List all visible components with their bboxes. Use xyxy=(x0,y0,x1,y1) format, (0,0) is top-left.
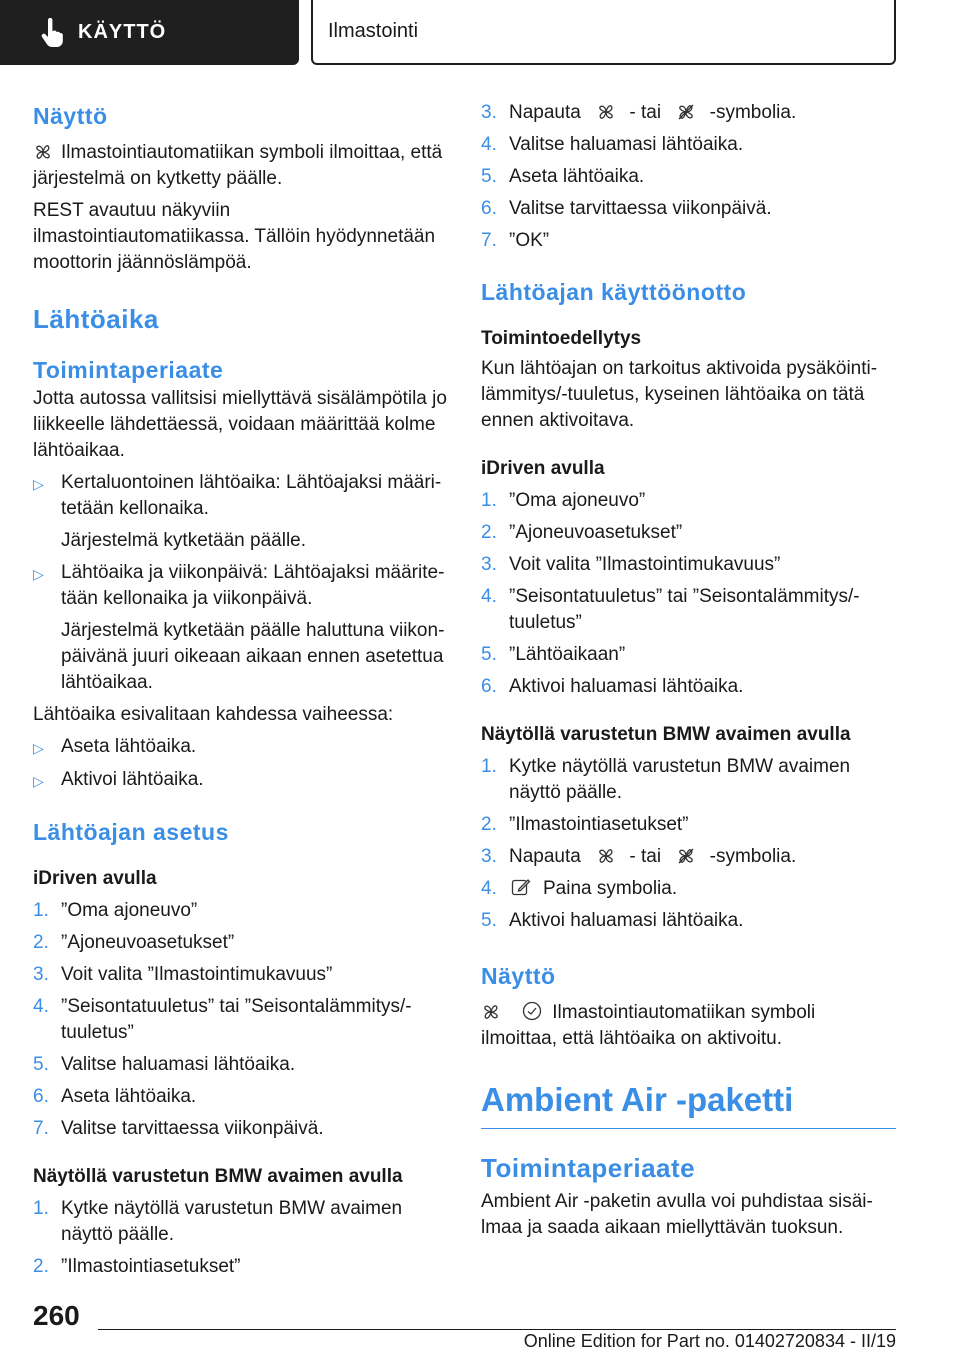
list-item: 3. Napauta - tai -symbolia. xyxy=(481,846,797,867)
fan-icon xyxy=(596,847,616,865)
list-subtext: Järjestelmä kytketään päälle. xyxy=(61,530,307,551)
ambient-toimintaperiaate-heading: Toimintaperiaate xyxy=(481,1153,696,1183)
kayttoonotto-heading: Lähtöajan käyttöönotto xyxy=(481,279,747,305)
list-item: 5. Aseta lähtöaika. xyxy=(481,166,645,187)
list-item: ▷ Lähtöaika ja viikonpäivä: Lähtöajaksi määritetään kellonaika ja viikonpäivä. xyxy=(33,560,448,612)
triangle-bullet-icon: ▷ xyxy=(33,476,44,492)
list-item: 2. ”Ajoneuvoasetukset” xyxy=(33,932,235,953)
list-item: 1. ”Oma ajoneuvo” xyxy=(33,900,198,921)
clock-check-icon xyxy=(522,1001,542,1021)
idrive-heading: iDriven avulla xyxy=(33,868,157,889)
list-item: 4. ”Seisontatuuletus” tai ”Seisontalämmitys/tuuletus” xyxy=(33,996,412,1043)
fan-icon xyxy=(481,1003,501,1021)
triangle-bullet-icon: ▷ xyxy=(33,740,44,756)
idrive-steps xyxy=(33,898,448,1142)
list-item: 2. ”Ajoneuvoasetukset” xyxy=(481,522,683,543)
fan-icon xyxy=(596,103,616,121)
lahtoaika-heading: Lähtöaika xyxy=(33,304,159,334)
page-number: 260 xyxy=(33,1300,80,1331)
list-item: 3. Voit valita ”Ilmastointimukavuus” xyxy=(481,554,781,575)
edit-icon xyxy=(511,877,531,897)
triangle-bullet-icon: ▷ xyxy=(33,773,44,789)
continued-steps xyxy=(481,100,896,254)
fan-icon xyxy=(33,143,53,161)
footer-divider xyxy=(98,1329,896,1330)
departure-type-list xyxy=(33,470,448,522)
list-item: 2. ”Ilmastointiasetukset” xyxy=(481,814,689,835)
fan-slash-icon xyxy=(676,103,696,121)
triangle-bullet-icon: ▷ xyxy=(33,566,44,582)
section-header xyxy=(311,0,896,65)
esivalitaan-paragraph: Lähtöaika esivalitaan kahdessa vaiheessa: xyxy=(33,704,394,725)
section-title: Ilmastointi xyxy=(328,20,419,42)
naytto-paragraph: Ilmastointiautomatiikan symboli ilmoittaa, että järjestelmä on kytketty päälle. xyxy=(33,142,443,189)
key-heading: Näytöllä varustetun BMW avaimen avulla xyxy=(33,1166,403,1187)
list-item: 4. ”Seisontatuuletus” tai ”Seisontalämmitys/tuuletus” xyxy=(481,586,860,633)
chapter-tab xyxy=(0,0,299,65)
edition-text: Online Edition for Part no. 01402720834 - II/19 xyxy=(523,1331,896,1351)
toimintaperiaate-paragraph: Jotta autossa vallitsisi miellyttävä sisälämpötila jo liikkeelle lähdettäessä, voidaan määrittää kolme lähtöaikaa. xyxy=(33,388,447,461)
list-item: 1. Kytke näytöllä varustetun BMW avaimen näyttö päälle. xyxy=(481,756,851,803)
list-item: 7. Valitse tarvittaessa viikonpäivä. xyxy=(33,1118,324,1139)
list-item: 6. Aseta lähtöaika. xyxy=(33,1086,197,1107)
list-item: 5. Aktivoi haluamasi lähtöaika. xyxy=(481,910,744,931)
list-item: 4. Paina symbolia. xyxy=(481,878,678,899)
key-steps xyxy=(33,1196,448,1280)
key-steps xyxy=(481,754,896,934)
naytto-heading: Näyttö xyxy=(33,103,108,129)
list-item: 3. Napauta - tai -symbolia. xyxy=(481,102,797,123)
idrive-steps xyxy=(481,488,896,700)
edellytys-paragraph: Kun lähtöajan on tarkoitus aktivoida pysäköintilämmitys/-tuuletus, kyseinen lähtöaika on tätä ennen aktivoitava. xyxy=(481,358,878,431)
right-column xyxy=(481,100,896,1241)
rest-paragraph: REST avautuu näkyviin ilmastointiautomatiikassa. Tällöin hyödynnetään moottorin jäännöslämpöä. xyxy=(33,200,436,273)
list-item: 5. ”Lähtöaikaan” xyxy=(481,644,626,665)
list-item: ▷ Kertaluontoinen lähtöaika: Lähtöajaksi määritetään kellonaika. xyxy=(33,470,448,522)
key-heading: Näytöllä varustetun BMW avaimen avulla xyxy=(481,724,851,745)
list-item: 1. ”Oma ajoneuvo” xyxy=(481,490,646,511)
chapter-title: KÄYTTÖ xyxy=(78,21,167,43)
list-item: 2. ”Ilmastointiasetukset” xyxy=(33,1256,241,1277)
edellytys-heading: Toimintoedellytys xyxy=(481,328,642,349)
list-item: 5. Valitse haluamasi lähtöaika. xyxy=(33,1054,296,1075)
fan-slash-icon xyxy=(676,847,696,865)
toimintaperiaate-heading: Toimintaperiaate xyxy=(33,357,224,383)
list-item: 3. Voit valita ”Ilmastointimukavuus” xyxy=(33,964,333,985)
hand-pointer-icon xyxy=(40,18,64,48)
list-item: 1. Kytke näytöllä varustetun BMW avaimen näyttö päälle. xyxy=(33,1198,403,1245)
ambient-heading: Ambient Air -paketti xyxy=(481,1078,896,1129)
list-item: 4. Valitse haluamasi lähtöaika. xyxy=(481,134,744,155)
list-item: ▷ Aktivoi lähtöaika. xyxy=(33,767,448,794)
naytto-heading: Näyttö xyxy=(481,963,556,989)
list-item: 6. Valitse tarvittaessa viikonpäivä. xyxy=(481,198,772,219)
left-column xyxy=(33,100,448,1280)
list-item: 7. ”OK” xyxy=(481,230,550,251)
asetus-heading: Lähtöajan asetus xyxy=(33,819,229,845)
ambient-paragraph: Ambient Air -paketin avulla voi puhdistaa sisäilmaa ja saada aikaan miellyttävän tuoksun. xyxy=(481,1191,873,1238)
steps-list xyxy=(33,734,448,794)
list-subtext: Järjestelmä kytketään päälle haluttuna viikonpäivänä juuri oikeaan aikaan ennen asetettua lähtöaikaa. xyxy=(61,620,445,693)
list-item: 6. Aktivoi haluamasi lähtöaika. xyxy=(481,676,744,697)
list-item: ▷ Aseta lähtöaika. xyxy=(33,734,448,761)
naytto-paragraph: Ilmastointiautomatiikan symboli ilmoittaa, että lähtöaika on aktivoitu. xyxy=(481,1002,816,1049)
idrive-heading: iDriven avulla xyxy=(481,458,605,479)
